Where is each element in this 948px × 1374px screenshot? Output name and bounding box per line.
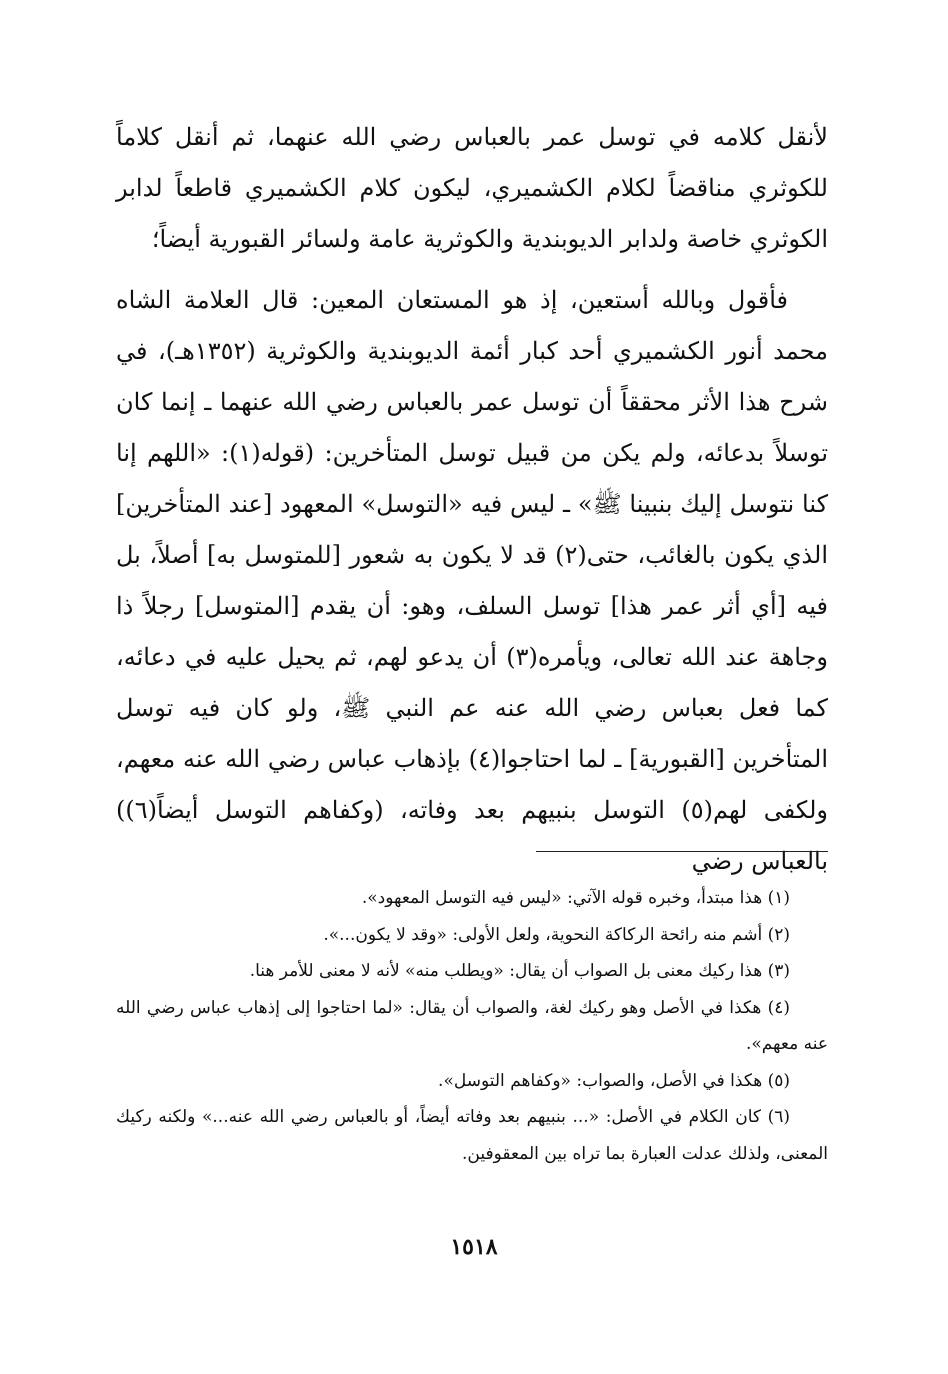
footnote-5: (٥) هكذا في الأصل، والصواب: «وكفاهم التوسل». [438, 1070, 790, 1091]
footnotes [116, 880, 828, 1172]
main-text [116, 112, 828, 887]
paragraph-2: فأقول وبالله أستعين، إذ هو المستعان المعين: قال العلامة الشاه محمد أنور الكشميري أحد كبار أئمة الديوبندية والكوثرية (١٣٥٢هـ)، في شرح هذا الأثر محققاً أن توسل عمر بالعباس رضي الله عنهما ـ إنما كان توسلاً بدعائه، ولم يكن من قبيل توسل المتأخرين: (قوله(١): «اللهم إنا كنا نتوسل إليك بنبينا ﷺ» ـ ليس فيه «التوسل» المعهود [عند المتأخرين] الذي يكون بالغائب، حتى(٢) قد لا يكون به شعور [للمتوسل به] أصلاً، بل فيه [أي أثر عمر هذا] توسل السلف، وهو: أن يقدم [المتوسل] رجلاً ذا وجاهة عند الله تعالى، ويأمره(٣) أن يدعو لهم، ثم يحيل عليه في دعائه، كما فعل بعباس رضي الله عنه عم النبي ﷺ، ولو كان فيه توسل المتأخرين [القبورية] ـ لما احتاجوا(٤) بإذهاب عباس رضي الله عنه معهم، ولكفى لهم(٥) التوسل بنبيهم بعد وفاته، (وكفاهم التوسل أيضاً(٦)) بالعباس رضي [116, 286, 828, 875]
footnote-2: (٢) أشم منه رائحة الركاكة النحوية، ولعل الأولى: «وقد لا يكون...». [323, 924, 790, 945]
footnote-4: (٤) هكذا في الأصل وهو ركيك لغة، والصواب أن يقال: «لما احتاجوا إلى إذهاب عباس رضي الله عنه معهم». [116, 997, 828, 1054]
footnote-3: (٣) هذا ركيك معنى بل الصواب أن يقال: «ويطلب منه» لأنه لا معنى للأمر هنا. [249, 961, 790, 981]
footnote-separator [536, 851, 828, 852]
footnote-1: (١) هذا مبتدأ، وخبره قوله الآتي: «ليس فيه التوسل المعهود». [361, 888, 790, 908]
page-number: ١٥١٨ [450, 1234, 498, 1260]
paragraph-1: لأنقل كلامه في توسل عمر بالعباس رضي الله عنهما، ثم أنقل كلاماً للكوثري مناقضاً لكلام الكشميري، ليكون كلام الكشميري قاطعاً لدابر الكوثري خاصة ولدابر الديوبندية والكوثرية عامة ولسائر القبورية أيضاً؛ [116, 123, 828, 253]
footnote-6: (٦) كان الكلام في الأصل: «... بنبيهم بعد وفاته أيضاً، أو بالعباس رضي الله عنه...» ولكنه ركيك المعنى، ولذلك عدلت العبارة بما تراه بين المعقوفين. [116, 1107, 828, 1164]
